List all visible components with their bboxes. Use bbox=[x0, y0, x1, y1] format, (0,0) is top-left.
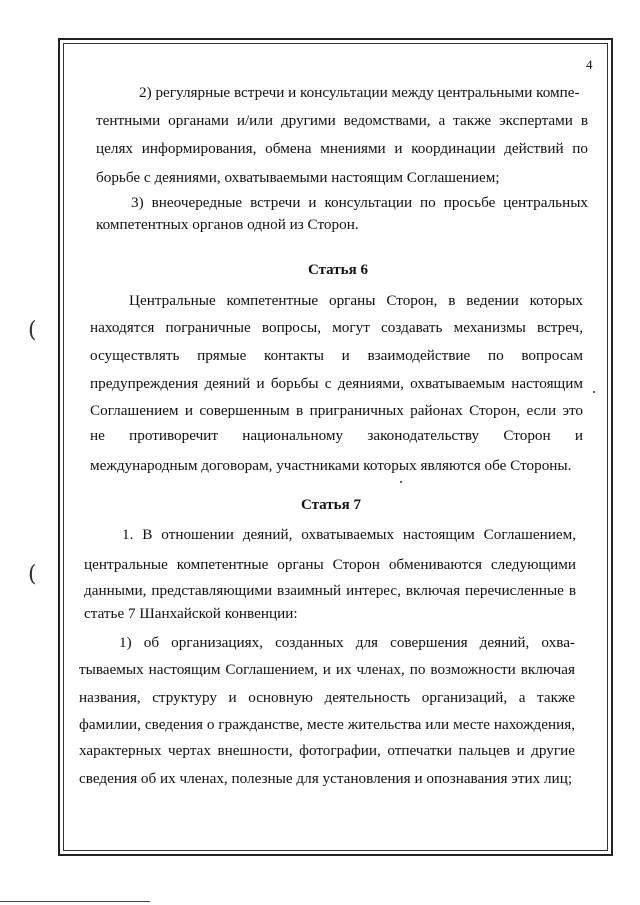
page-number: 4 bbox=[586, 57, 593, 72]
text-line: статье 7 Шанхайской конвенции: bbox=[84, 605, 298, 622]
text-line: осуществлять прямые контакты и взаимодействие по вопросам bbox=[90, 347, 583, 364]
text-line: данными, представляющими взаимный интерес, включая перечисленные в bbox=[84, 582, 576, 599]
text-line: названия, структуру и основную деятельность организаций, а также bbox=[79, 689, 575, 706]
scan-speck bbox=[400, 481, 402, 483]
text-line: тентными органами и/или другими ведомствами, а также экспертами в bbox=[96, 112, 588, 129]
text-line: сведения об их членах, полезные для установления и опознавания этих лиц; bbox=[79, 770, 573, 787]
text-line: 2) регулярные встречи и консультации между центральными компе- bbox=[139, 84, 580, 101]
text-line: борьбе с деяниями, охватываемыми настоящим Соглашением; bbox=[96, 169, 500, 186]
text-line: предупреждения деяний и борьбы с деяниями, охватываемым настоящим bbox=[90, 375, 583, 392]
text-line: компетентных органов одной из Сторон. bbox=[96, 216, 359, 233]
text-line: международным договорам, участниками которых являются обе Стороны. bbox=[90, 457, 572, 474]
text-line: 3) внеочередные встречи и консультации по просьбе центральных bbox=[131, 194, 588, 211]
margin-mark: ( bbox=[28, 562, 37, 587]
text-line: находятся пограничные вопросы, могут создавать механизмы встреч, bbox=[90, 319, 583, 336]
text-line: характерных чертах внешности, фотографии, отпечатки пальцев и другие bbox=[79, 742, 575, 759]
text-line: фамилии, сведения о гражданстве, месте жительства или месте нахождения, bbox=[79, 716, 575, 733]
text-line: центральные компетентные органы Сторон обмениваются следующими bbox=[84, 556, 576, 573]
scan-speck bbox=[593, 391, 595, 393]
text-line: тываемых настоящим Соглашением, и их членах, по возможности включая bbox=[79, 661, 575, 678]
article-6-heading: Статья 6 bbox=[308, 262, 368, 278]
text-line: 1. В отношении деяний, охватываемых настоящим Соглашением, bbox=[122, 526, 576, 543]
text-line: 1) об организациях, созданных для совершения деяний, охва- bbox=[119, 634, 575, 651]
text-line: не противоречит национальному законодательству Сторон и bbox=[90, 427, 583, 444]
article-7-heading: Статья 7 bbox=[301, 497, 361, 513]
text-line: целях информирования, обмена мнениями и координации действий по bbox=[96, 140, 588, 157]
margin-mark: ( bbox=[28, 318, 37, 343]
bottom-rule bbox=[0, 901, 150, 902]
text-line: Соглашением и совершенным в приграничных районах Сторон, если это bbox=[90, 402, 583, 419]
text-line: Центральные компетентные органы Сторон, в ведении которых bbox=[129, 292, 583, 309]
